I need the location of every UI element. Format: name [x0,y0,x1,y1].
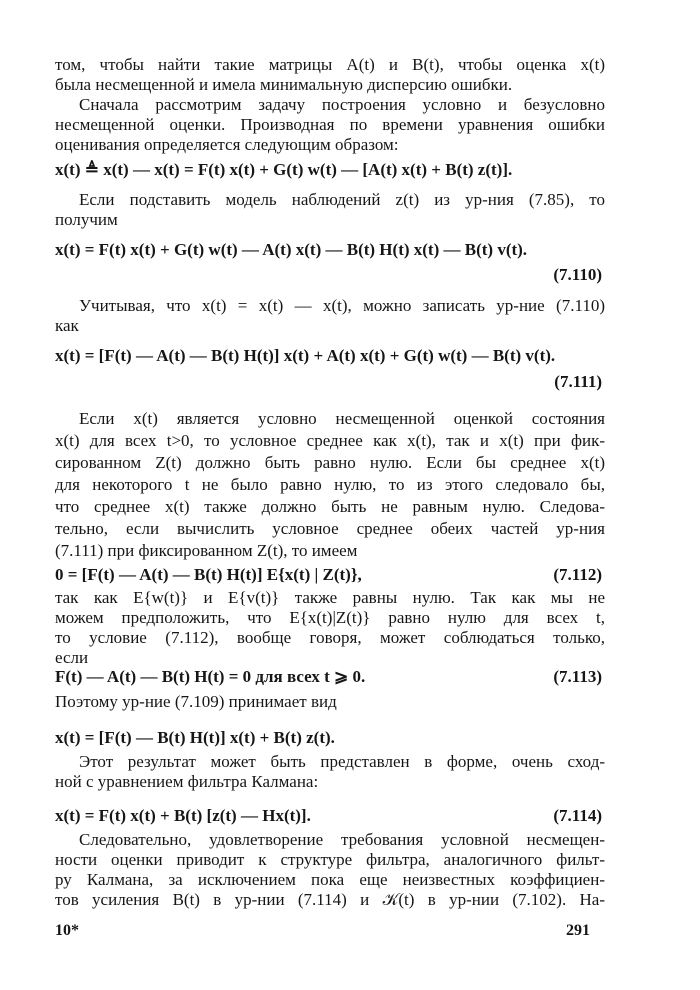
paragraph-kalman-similarity [55,752,605,792]
equation-error-derivative: x(t) ≜ x(t) — x(t) = F(t) x(t) + G(t) w(t) — [A(t) x(t) + B(t) z(t)]. [55,160,513,179]
text-line: как [55,316,79,335]
equation-number-7-111: (7.111) [554,372,602,391]
text-line: (7.111) при фиксированном Z(t), то имеем [55,541,358,560]
text-line: тов усиления B(t) в ур-нии (7.114) и 𝒦(t) в ур-нии (7.102). На- [55,890,605,909]
paragraph-conditional-mean [55,408,605,562]
text-line: Учитывая, что x(t) = x(t) — x(t), можно записать ур-ние (7.110) [79,296,605,315]
text-line: ной с уравнением фильтра Калмана: [55,772,319,791]
text-line: Если x(t) является условно несмещенной оценкой состояния [79,409,605,428]
text-line: получим [55,210,118,229]
text-line: Следовательно, удовлетворение требования условной несмещен- [79,830,605,849]
page-number: 291 [566,922,590,939]
text-line: так как E{w(t)} и E{v(t)} также равны нулю. Так как мы не [55,588,605,607]
paragraph-substitute-model [55,190,605,230]
text-line: можем предположить, что E{x(t)|Z(t)} равно нулю для всех t, [55,608,605,627]
equation-number-7-113: (7.113) [553,667,602,686]
equation-number-7-114: (7.114) [553,806,602,825]
text-line: сированном Z(t) должно быть равно нулю. Если бы среднее x(t) [55,453,605,472]
text-line: для некоторого t не было равно нулю, то из этого следовало бы, [55,475,605,494]
equation-7-114: x(t) = F(t) x(t) + B(t) [z(t) — Hx(t)]. [55,806,311,825]
text-line: Если подставить модель наблюдений z(t) из ур-ния (7.85), то [79,190,605,209]
paragraph-conclusion [55,830,605,910]
text-line: ру Калмана, за исключением пока еще неизвестных коэффициен- [55,870,605,889]
text-line: Сначала рассмотрим задачу построения условно и безусловно [79,95,605,114]
paragraph-unbiased-estimate [55,95,605,155]
text-line: ности оценки приводит к структуре фильтра, аналогичного фильт- [55,850,605,869]
text-line: Этот результат может быть представлен в форме, очень сход- [79,752,605,771]
text-line: если [55,648,89,667]
text-line: несмещенной оценки. Производная по времени уравнения ошибки [55,115,605,134]
equation-7-113: F(t) — A(t) — B(t) H(t) = 0 для всех t ⩾ 0. [55,667,366,686]
equation-number-7-110: (7.110) [553,265,602,284]
paragraph-intro [55,55,605,95]
paragraph-since-zero-mean [55,588,605,668]
equation-7-110: x(t) = F(t) x(t) + G(t) w(t) — A(t) x(t) — B(t) H(t) x(t) — B(t) v(t). [55,240,528,259]
equation-7-111: x(t) = [F(t) — A(t) — B(t) H(t)] x(t) + A(t) x(t) + G(t) w(t) — B(t) v(t). [55,346,556,365]
paragraph-considering [55,296,605,336]
equation-number-7-112: (7.112) [553,565,602,584]
signature-mark: 10* [55,922,79,939]
equation-7-109-form: x(t) = [F(t) — B(t) H(t)] x(t) + B(t) z(t). [55,728,335,747]
text-line: том, чтобы найти такие матрицы A(t) и B(t), чтобы оценка x(t) [55,55,605,74]
text-line: оценивания определяется следующим образом: [55,135,399,154]
text-line: что среднее x(t) также должно быть не равным нулю. Следова- [55,497,605,516]
equation-7-112: 0 = [F(t) — A(t) — B(t) H(t)] E{x(t) | Z(t)}, [55,565,362,584]
text-line: то условие (7.112), вообще говоря, может соблюдаться только, [55,628,605,647]
paragraph-therefore: Поэтому ур-ние (7.109) принимает вид [55,692,337,711]
text-line: x(t) для всех t>0, то условное среднее как x(t), так и x(t) при фик- [55,431,605,450]
text-line: тельно, если вычислить условное среднее обеих частей ур-ния [55,519,605,538]
text-line: была несмещенной и имела минимальную дисперсию ошибки. [55,75,513,94]
